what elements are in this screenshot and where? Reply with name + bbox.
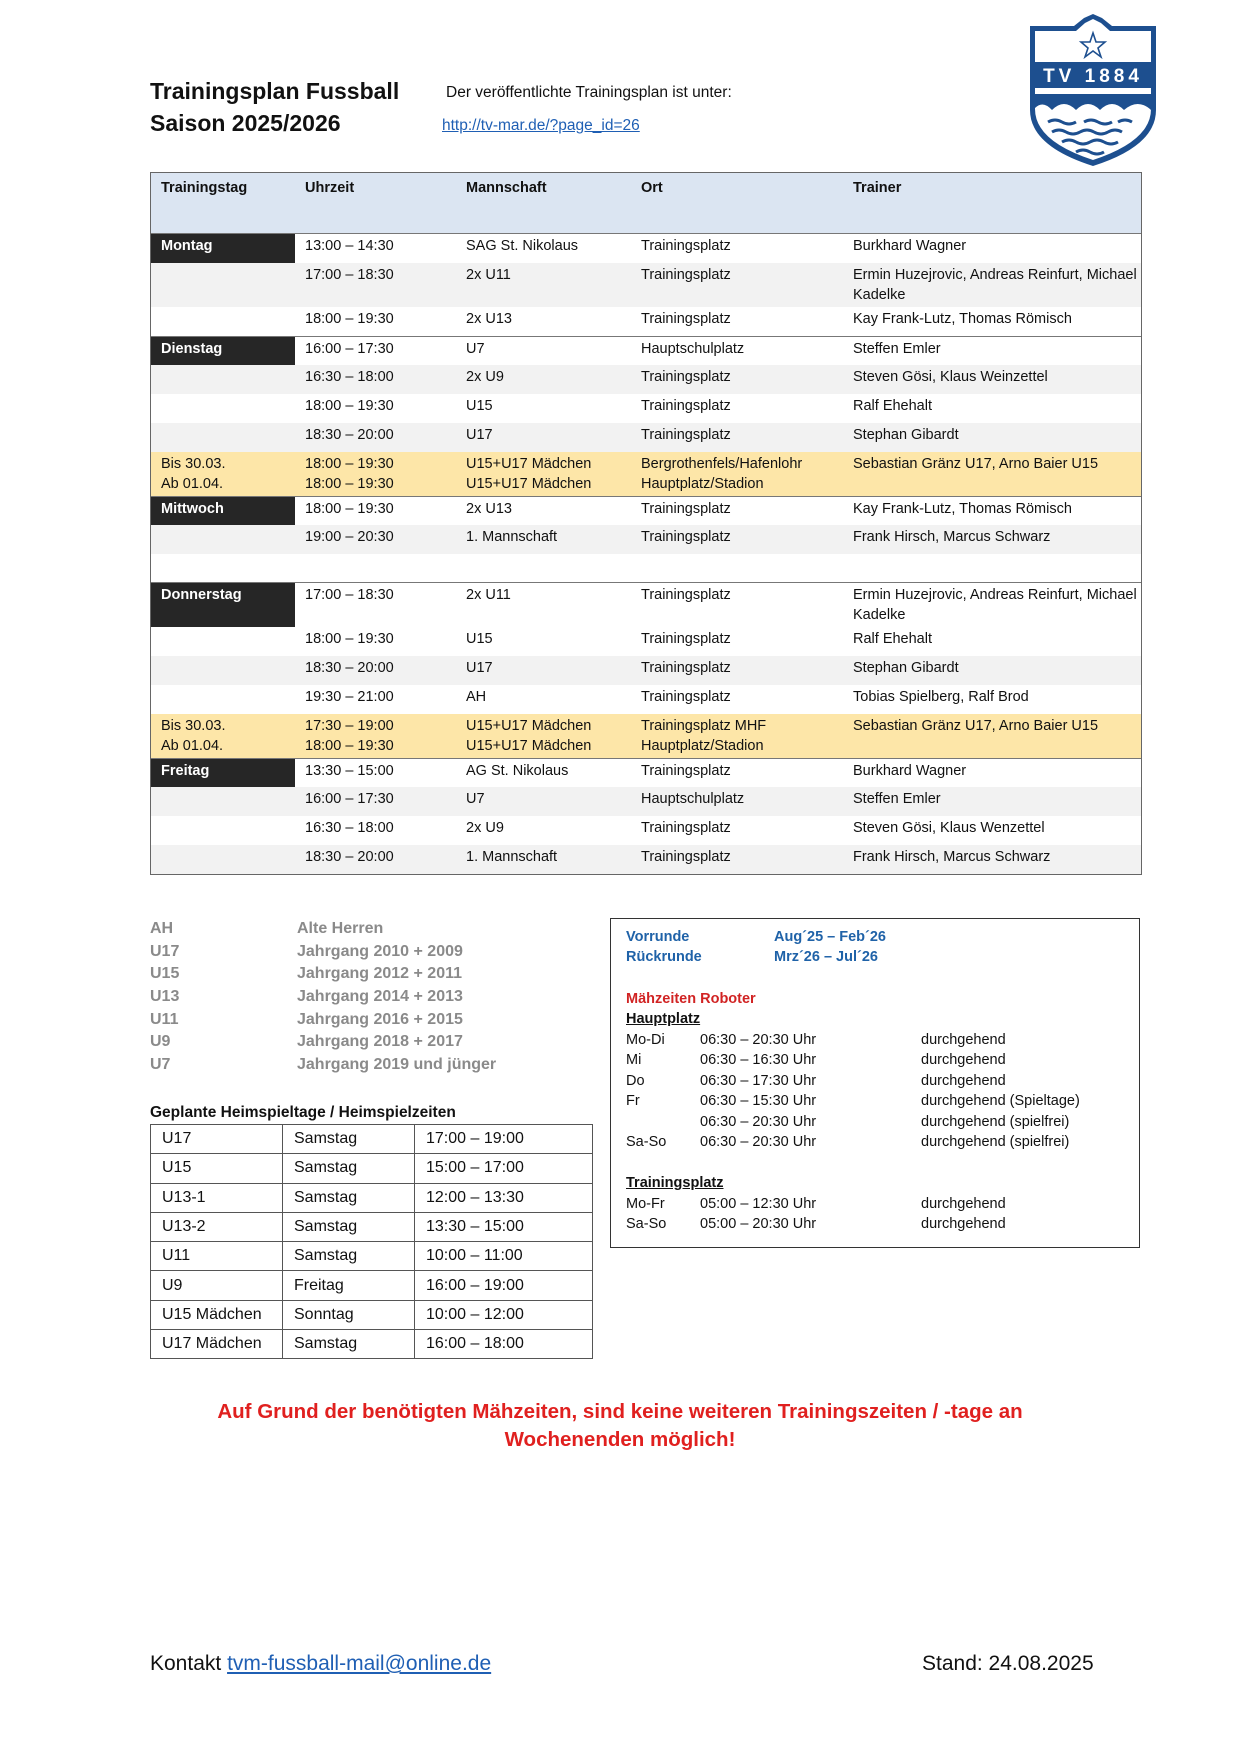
time-cell: 18:00 – 19:30 bbox=[305, 501, 394, 517]
table-row bbox=[151, 525, 1141, 554]
team-cell: U15+U17 Mädchen bbox=[466, 456, 592, 472]
place-cell: Trainingsplatz bbox=[641, 398, 731, 414]
team-cell: SAG St. Nikolaus bbox=[466, 238, 579, 254]
list-item: Mo-Fr 05:00 – 12:30 Uhr durchgehend bbox=[626, 1196, 1006, 1212]
season-mowing-box bbox=[610, 918, 1140, 1248]
place-cell: Bergrothenfels/Hafenlohr bbox=[641, 456, 803, 472]
place-cell: Trainingsplatz bbox=[641, 311, 731, 327]
team-cell: 2x U13 bbox=[466, 501, 512, 517]
table-row bbox=[151, 307, 1141, 336]
hauptplatz-title: Hauptplatz bbox=[626, 1011, 701, 1027]
table-row bbox=[151, 263, 1141, 307]
table-row bbox=[151, 816, 1141, 845]
place-cell: Trainingsplatz bbox=[641, 660, 731, 676]
mowing-title: Mähzeiten Roboter bbox=[626, 991, 756, 1007]
time-cell: 16:30 – 18:00 bbox=[305, 820, 394, 836]
time-cell: 18:00 – 19:30 bbox=[305, 311, 394, 327]
season-rounds: Vorrunde Aug´25 – Feb´26 Rückrunde Mrz´26 – Jul´26 bbox=[626, 929, 886, 966]
column-header: Ort bbox=[641, 180, 663, 196]
hauptplatz-times bbox=[626, 1030, 1121, 1152]
weekend-warning: Auf Grund der benötigten Mähzeiten, sind keine weiteren Trainingszeiten / -tage an Wochenenden möglich! bbox=[217, 1400, 1023, 1451]
table-row bbox=[151, 336, 1141, 365]
team-cell: U17 bbox=[466, 660, 493, 676]
place-cell: Trainingsplatz bbox=[641, 849, 731, 865]
trainer-cell: Stephan Gibardt bbox=[853, 660, 959, 676]
trainer-cell: Steffen Emler bbox=[853, 341, 941, 357]
plan-link[interactable]: http://tv-mar.de/?page_id=26 bbox=[442, 117, 640, 134]
team-cell: 1. Mannschaft bbox=[466, 849, 558, 865]
table-header-row bbox=[151, 173, 1141, 203]
time-cell: 18:30 – 20:00 bbox=[305, 660, 394, 676]
home-games-table bbox=[150, 1124, 593, 1359]
day-label: Montag bbox=[151, 234, 295, 263]
legend-row: U7 Jahrgang 2019 und jünger bbox=[150, 1056, 497, 1074]
period-label: Ab 01.04. bbox=[161, 476, 224, 492]
time-cell: 18:00 – 19:30 bbox=[305, 476, 394, 492]
table-row bbox=[151, 758, 1141, 787]
legend-row: U17 Jahrgang 2010 + 2009 bbox=[150, 942, 463, 960]
table-row bbox=[151, 845, 1141, 874]
period-label: Bis 30.03. bbox=[161, 456, 226, 472]
time-cell: 16:00 – 17:30 bbox=[305, 341, 394, 357]
period-label: Bis 30.03. bbox=[161, 718, 226, 734]
trainer-cell: Sebastian Gränz U17, Arno Baier U15 bbox=[853, 456, 1099, 472]
table-row: U15 Samstag 15:00 – 17:00 bbox=[151, 1154, 593, 1183]
team-cell: 2x U9 bbox=[466, 369, 504, 385]
place-cell: Hauptschulplatz bbox=[641, 791, 745, 807]
home-games-title: Geplante Heimspieltage / Heimspielzeiten bbox=[150, 1104, 456, 1121]
list-item: 06:30 – 20:30 Uhr durchgehend (spielfrei) bbox=[700, 1113, 1070, 1130]
team-legend bbox=[150, 918, 557, 1077]
table-row bbox=[151, 234, 1141, 263]
team-cell: U15 bbox=[466, 398, 493, 414]
special-girls-row bbox=[151, 714, 1141, 758]
page-title: Trainingsplan Fussball bbox=[150, 78, 400, 104]
contact: Kontakt tvm-fussball-mail@online.de bbox=[150, 1652, 492, 1675]
time-cell: 16:00 – 17:30 bbox=[305, 791, 394, 807]
table-row bbox=[151, 423, 1141, 452]
trainer-cell: Ermin Huzejrovic, Andreas Reinfurt, Michael Kadelke bbox=[853, 267, 1137, 303]
trainer-cell: Steffen Emler bbox=[853, 791, 941, 807]
table-row: U11 Samstag 10:00 – 11:00 bbox=[151, 1242, 593, 1271]
table-row bbox=[151, 394, 1141, 423]
day-label: Donnerstag bbox=[151, 583, 295, 627]
stand-date: Stand: 24.08.2025 bbox=[922, 1652, 1094, 1675]
team-cell: U17 bbox=[466, 427, 493, 443]
blank-row bbox=[151, 554, 1141, 583]
team-cell: 2x U9 bbox=[466, 820, 504, 836]
contact-email-link[interactable]: tvm-fussball-mail@online.de bbox=[227, 1652, 492, 1675]
table-row bbox=[151, 583, 1141, 627]
day-label: Mittwoch bbox=[151, 497, 295, 525]
table-row: U17 Samstag 17:00 – 19:00 bbox=[151, 1125, 593, 1154]
special-girls-row bbox=[151, 452, 1141, 496]
legend-row: AH Alte Herren bbox=[150, 920, 384, 937]
trainingsplatz-times bbox=[626, 1194, 1121, 1235]
table-row: U15 Mädchen Sonntag 10:00 – 12:00 bbox=[151, 1300, 593, 1329]
list-item: Sa-So 06:30 – 20:30 Uhr durchgehend (spielfrei) bbox=[626, 1133, 1070, 1150]
column-header: Mannschaft bbox=[466, 180, 547, 196]
place-cell: Hauptschulplatz bbox=[641, 341, 745, 357]
legend-row: U15 Jahrgang 2012 + 2011 bbox=[150, 965, 462, 983]
team-cell: 2x U13 bbox=[466, 311, 512, 327]
place-cell: Hauptplatz/Stadion bbox=[641, 476, 764, 492]
trainer-cell: Steven Gösi, Klaus Wenzettel bbox=[853, 820, 1045, 836]
training-schedule-table bbox=[150, 172, 1142, 875]
column-header: Trainingstag bbox=[161, 180, 248, 196]
team-cell: AG St. Nikolaus bbox=[466, 763, 569, 779]
trainer-cell: Frank Hirsch, Marcus Schwarz bbox=[853, 849, 1051, 865]
team-cell: 2x U11 bbox=[466, 267, 511, 283]
legend-row: U9 Jahrgang 2018 + 2017 bbox=[150, 1033, 463, 1051]
trainer-cell: Stephan Gibardt bbox=[853, 427, 959, 443]
table-row bbox=[151, 627, 1141, 656]
team-cell: 1. Mannschaft bbox=[466, 529, 558, 545]
place-cell: Trainingsplatz bbox=[641, 267, 731, 283]
day-label: Dienstag bbox=[151, 337, 295, 365]
column-header: Trainer bbox=[853, 180, 902, 196]
team-cell: 2x U11 bbox=[466, 587, 511, 603]
time-cell: 13:00 – 14:30 bbox=[305, 238, 394, 254]
table-row: U17 Mädchen Samstag 16:00 – 18:00 bbox=[151, 1330, 593, 1359]
team-cell: U15 bbox=[466, 631, 493, 647]
place-cell: Trainingsplatz bbox=[641, 689, 731, 705]
trainer-cell: Ralf Ehehalt bbox=[853, 631, 932, 647]
time-cell: 16:30 – 18:00 bbox=[305, 369, 394, 385]
season-subtitle: Saison 2025/2026 bbox=[150, 110, 341, 136]
table-row bbox=[151, 496, 1141, 525]
time-cell: 18:00 – 19:30 bbox=[305, 738, 394, 754]
club-logo bbox=[1026, 14, 1160, 168]
list-item: Sa-So 05:00 – 20:30 Uhr durchgehend bbox=[626, 1216, 1006, 1233]
trainer-cell: Tobias Spielberg, Ralf Brod bbox=[853, 689, 1029, 705]
trainer-cell: Steven Gösi, Klaus Weinzettel bbox=[853, 369, 1048, 385]
trainer-cell: Ralf Ehehalt bbox=[853, 398, 932, 414]
time-cell: 18:30 – 20:00 bbox=[305, 427, 394, 443]
table-row: U13-1 Samstag 12:00 – 13:30 bbox=[151, 1183, 593, 1212]
place-cell: Trainingsplatz MHF bbox=[641, 718, 767, 734]
table-row bbox=[151, 787, 1141, 816]
time-cell: 13:30 – 15:00 bbox=[305, 763, 394, 779]
time-cell: 19:00 – 20:30 bbox=[305, 529, 394, 545]
place-cell: Trainingsplatz bbox=[641, 369, 731, 385]
time-cell: 17:00 – 18:30 bbox=[305, 267, 394, 283]
team-cell: U15+U17 Mädchen bbox=[466, 718, 592, 734]
place-cell: Trainingsplatz bbox=[641, 631, 731, 647]
time-cell: 18:00 – 19:30 bbox=[305, 631, 394, 647]
team-cell: U7 bbox=[466, 341, 485, 357]
table-row bbox=[151, 365, 1141, 394]
trainer-cell: Burkhard Wagner bbox=[853, 238, 967, 254]
trainer-cell: Burkhard Wagner bbox=[853, 763, 967, 779]
list-item: Mo-Di 06:30 – 20:30 Uhr durchgehend bbox=[626, 1032, 1006, 1048]
place-cell: Trainingsplatz bbox=[641, 501, 731, 517]
place-cell: Hauptplatz/Stadion bbox=[641, 738, 764, 754]
trainer-cell: Kay Frank-Lutz, Thomas Römisch bbox=[853, 311, 1072, 327]
list-item: Fr 06:30 – 15:30 Uhr durchgehend (Spieltage) bbox=[626, 1093, 1080, 1110]
list-item: Do 06:30 – 17:30 Uhr durchgehend bbox=[626, 1072, 1006, 1089]
table-row: U9 Freitag 16:00 – 19:00 bbox=[151, 1271, 593, 1300]
place-cell: Trainingsplatz bbox=[641, 820, 731, 836]
team-cell: AH bbox=[466, 689, 487, 705]
place-cell: Trainingsplatz bbox=[641, 238, 731, 254]
list-item: Mi 06:30 – 16:30 Uhr durchgehend bbox=[626, 1052, 1006, 1069]
team-cell: U7 bbox=[466, 791, 485, 807]
column-header: Uhrzeit bbox=[305, 180, 355, 196]
place-cell: Trainingsplatz bbox=[641, 529, 731, 545]
club-crest-icon bbox=[1026, 14, 1160, 168]
header-spacer bbox=[151, 203, 1141, 234]
period-label: Ab 01.04. bbox=[161, 738, 224, 754]
time-cell: 17:30 – 19:00 bbox=[305, 718, 394, 734]
legend-row: U11 Jahrgang 2016 + 2015 bbox=[150, 1010, 463, 1028]
team-cell: U15+U17 Mädchen bbox=[466, 476, 592, 492]
trainer-cell: Ermin Huzejrovic, Andreas Reinfurt, Michael Kadelke bbox=[853, 587, 1137, 623]
team-cell: U15+U17 Mädchen bbox=[466, 738, 592, 754]
time-cell: 18:00 – 19:30 bbox=[305, 456, 394, 472]
table-row bbox=[151, 685, 1141, 714]
place-cell: Trainingsplatz bbox=[641, 587, 731, 603]
legend-row: U13 Jahrgang 2014 + 2013 bbox=[150, 988, 463, 1006]
table-row: U13-2 Samstag 13:30 – 15:00 bbox=[151, 1212, 593, 1241]
table-row bbox=[151, 656, 1141, 685]
trainingsplatz-title: Trainingsplatz bbox=[626, 1175, 724, 1191]
day-label: Freitag bbox=[151, 759, 295, 787]
svg-text:TV 1884: TV 1884 bbox=[1043, 66, 1143, 87]
time-cell: 18:00 – 19:30 bbox=[305, 398, 394, 414]
trainer-cell: Frank Hirsch, Marcus Schwarz bbox=[853, 529, 1051, 545]
trainer-cell: Sebastian Gränz U17, Arno Baier U15 bbox=[853, 718, 1099, 734]
time-cell: 19:30 – 21:00 bbox=[305, 689, 394, 705]
time-cell: 18:30 – 20:00 bbox=[305, 849, 394, 865]
publication-note: Der veröffentlichte Trainingsplan ist unter: bbox=[446, 84, 732, 101]
place-cell: Trainingsplatz bbox=[641, 427, 731, 443]
time-cell: 17:00 – 18:30 bbox=[305, 587, 394, 603]
trainer-cell: Kay Frank-Lutz, Thomas Römisch bbox=[853, 501, 1072, 517]
place-cell: Trainingsplatz bbox=[641, 763, 731, 779]
